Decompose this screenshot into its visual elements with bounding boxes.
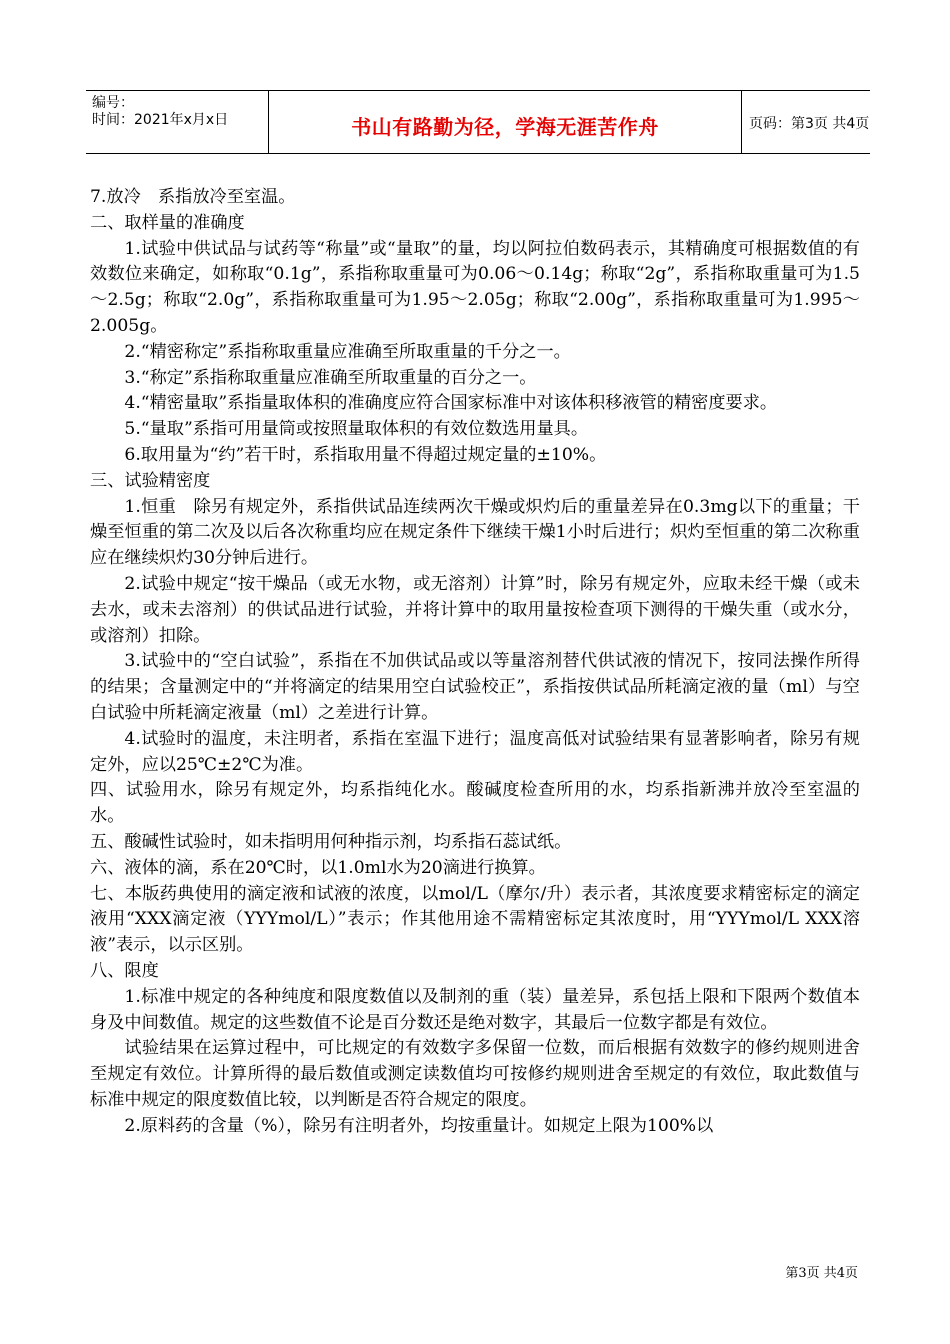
body-paragraph: 试验结果在运算过程中，可比规定的有效数字多保留一位数，而后根据有效数字的修约规则进舍至规定有效位。计算所得的最后数值或测定读数值均可按修约规则进舍至规定的有效位，取此数值与标准中规定的限度数值比较，以判断是否符合规定的限度。: [90, 1038, 860, 1110]
body-paragraph: 5.“量取”系指可用量筒或按照量取体积的有效位数选用量具。: [124, 419, 589, 440]
document-number-label: 编号：: [92, 95, 134, 111]
body-paragraph: 1.标准中规定的各种纯度和限度数值以及制剂的重（装）量差异，系包括上限和下限两个数值本身及中间数值。规定的这些数值不论是百分数还是绝对数字，其最后一位数字都是有效位。: [90, 986, 860, 1033]
body-paragraph: 3.“称定”系指称取重量应准确至所取重量的百分之一。: [124, 367, 537, 388]
footer-page-number: 第3页 共4页: [785, 1266, 858, 1281]
header-page-number: 页码：第3页 共4页: [749, 116, 870, 132]
body-paragraph: 六、液体的滴，系在20℃时，以1.0ml水为20滴进行换算。: [90, 857, 546, 878]
body-paragraph: 2.“精密称定”系指称取重量应准确至所取重量的千分之一。: [124, 341, 571, 362]
body-paragraph: 二、取样量的准确度: [90, 212, 245, 233]
body-paragraph: 2.原料药的含量（%），除另有注明者外，均按重量计。如规定上限为100%以: [124, 1115, 714, 1136]
body-paragraph: 四、试验用水，除另有规定外，均系指纯化水。酸碱度检查所用的水，均系指新沸并放冷至室温的水。: [90, 780, 860, 827]
document-date-label: 时间：2021年x月x日: [92, 112, 229, 128]
body-paragraph: 6.取用量为“约”若干时，系指取用量不得超过规定量的±10%。: [124, 444, 607, 465]
body-paragraph: 八、限度: [90, 960, 159, 981]
body-paragraph: 1.试验中供试品与试药等“称量”或“量取”的量，均以阿拉伯数码表示，其精确度可根据数值的有效数位来确定，如称取“0.1g”，系指称取重量可为0.06～0.14g；称取“2g”，系指称取重量可为1.5～2.5g；称取“2.0g”，系指称取重量可为1.95～2.05g；称取“2.00g”，系指称取重量可为1.995～2.005g。: [90, 238, 860, 336]
body-paragraph: 4.“精密量取”系指量取体积的准确度应符合国家标准中对该体积移液管的精密度要求。: [124, 393, 778, 414]
body-paragraph: 五、酸碱性试验时，如未指明用何种指示剂，均系指石蕊试纸。: [90, 831, 572, 852]
header-page-cell: [741, 91, 870, 153]
header-motto-cell: [268, 91, 742, 153]
header-meta-cell: [86, 91, 268, 153]
body-paragraph: 三、试验精密度: [90, 470, 211, 491]
body-paragraph: 7.放冷 系指放冷至室温。: [90, 187, 296, 207]
body-paragraph: 七、本版药典使用的滴定液和试液的浓度，以mol/L（摩尔/升）表示者，其浓度要求精密标定的滴定液用“XXX滴定液（YYYmol/L）”表示；作其他用途不需精密标定其浓度时，用“YYYmol/L XXX溶液”表示，以示区别。: [90, 883, 860, 956]
body-paragraph: 3.试验中的“空白试验”，系指在不加供试品或以等量溶剂替代供试液的情况下，按同法操作所得的结果；含量测定中的“并将滴定的结果用空白试验校正”，系指按供试品所耗滴定液的量（ml）与空白试验中所耗滴定液量（ml）之差进行计算。: [90, 651, 860, 723]
page-header: [86, 90, 870, 154]
body-paragraph: 2.试验中规定“按干燥品（或无水物，或无溶剂）计算”时，除另有规定外，应取未经干燥（或未去水，或未去溶剂）的供试品进行试验，并将计算中的取用量按检查项下测得的干燥失重（或水分，或溶剂）扣除。: [90, 573, 860, 646]
body-paragraph: 1.恒重 除另有规定外，系指供试品连续两次干燥或炽灼后的重量差异在0.3mg以下的重量；干燥至恒重的第二次及以后各次称重均应在规定条件下继续干燥1小时后进行；炽灼至恒重的第二次称重应在继续炽灼30分钟后进行。: [90, 496, 860, 569]
body-paragraph: 4.试验时的温度，未注明者，系指在室温下进行；温度高低对试验结果有显著影响者，除另有规定外，应以25℃±2℃为准。: [90, 728, 860, 775]
header-motto: 书山有路勤为径，学海无涯苦作舟: [351, 115, 659, 139]
document-body: [90, 185, 860, 1139]
